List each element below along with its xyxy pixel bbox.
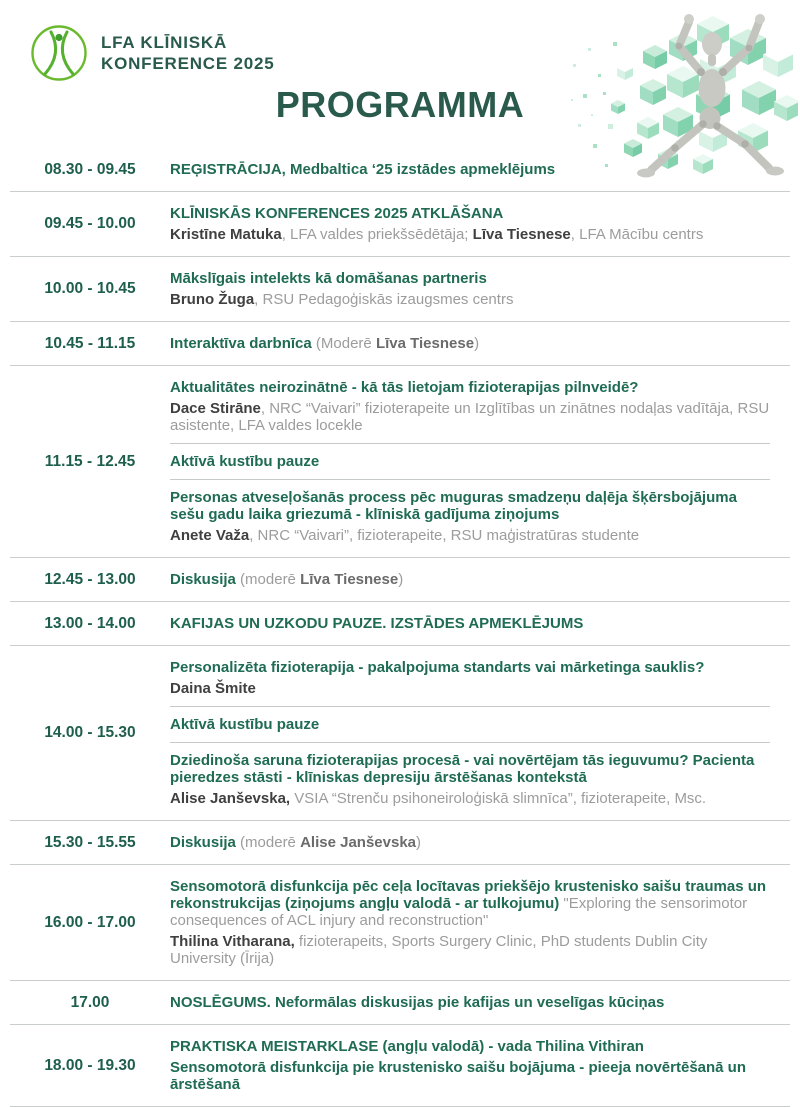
session-title-text: Sensomotorā disfunkcija pēc ceļa locītavas priekšējo krustenisko saišu traumas un rekonstrukcijas (ziņojums angļu valodā - ar tulkojumu)	[170, 878, 767, 912]
time-slot: 09.45 - 10.00	[44, 215, 136, 232]
session-text-line	[170, 752, 770, 786]
session-title-text: Aktīvā kustību pauze	[170, 716, 320, 733]
row-content	[170, 558, 790, 601]
brand-text	[101, 32, 275, 74]
session-text-line	[170, 1038, 770, 1055]
speaker-name: Līva Tiesnese	[472, 226, 571, 243]
speaker-details: (Moderē	[315, 335, 376, 352]
session-item	[170, 1029, 770, 1102]
brand-line1: LFA KLĪNISKĀ	[101, 33, 228, 52]
row-content	[170, 981, 790, 1024]
session-title-text: Diskusija	[170, 834, 241, 851]
session-text-line	[170, 615, 770, 632]
session-text-line	[170, 659, 770, 676]
session-text-line	[170, 527, 770, 544]
session-text-line	[170, 226, 770, 243]
session-text-line	[170, 453, 770, 470]
session-item	[170, 985, 770, 1020]
session-title-text: Dziedinoša saruna fizioterapijas procesā - vai novērtējam tās ieguvumu? Pacienta pieredzes stāsti - klīniskas depresiju ārstēšanas kontekstā	[170, 752, 755, 786]
session-item	[170, 706, 770, 742]
session-text-line	[170, 400, 770, 434]
session-title-text: Personalizēta fizioterapija - pakalpojuma standarts vai mārketinga sauklis?	[170, 659, 705, 676]
speaker-details: (moderē	[240, 571, 301, 588]
time-slot: 16.00 - 17.00	[44, 913, 136, 931]
session-item	[170, 261, 770, 317]
speaker-details: , NRC “Vaivari” fizioterapeite un Izglītības un zinātnes nodaļas vadītāja, RSU asistente, LFA valdes locekle	[170, 400, 770, 434]
moderator-name: Līva Tiesnese	[375, 335, 475, 352]
session-item	[170, 326, 770, 361]
session-title-text: Personas atveseļošanās process pēc muguras smadzeņu daļēja šķērsbojājuma sešu gadu laika griezumā - klīniskā gadījuma ziņojums	[170, 489, 737, 523]
speaker-details: VSIA “Strenču psihoneiroloģiskā slimnīca”, fizioterapeite, Msc.	[290, 790, 707, 807]
time-slot: 15.30 - 15.55	[44, 833, 136, 851]
schedule-row	[10, 981, 790, 1025]
session-item	[170, 869, 770, 976]
session-item	[170, 742, 770, 816]
session-text-line	[170, 270, 770, 287]
row-content	[170, 366, 790, 557]
time-slot: 13.00 - 14.00	[44, 614, 136, 632]
session-text-line	[170, 379, 770, 396]
time-slot: 10.45 - 11.15	[44, 334, 136, 352]
row-content	[170, 192, 790, 256]
speaker-name: Kristīne Matuka	[170, 226, 282, 243]
page-title: PROGRAMMA	[275, 84, 525, 125]
session-item	[170, 562, 770, 597]
session-title-text: REĢISTRĀCIJA, Medbaltica ‘25 izstādes apmeklējums	[170, 161, 556, 178]
speaker-details: , LFA Mācību centrs	[570, 226, 704, 243]
time-slot: 17.00	[70, 993, 110, 1011]
session-title-text: (angļu valodā) - vada Thilina Vithiran	[382, 1038, 644, 1055]
session-title-text: Sensomotorā disfunkcija pie krustenisko saišu bojājuma - pieeja novērtēšanā un ārstēšanā	[170, 1059, 747, 1093]
session-item	[170, 196, 770, 252]
row-content	[170, 821, 790, 864]
session-text-line	[170, 291, 770, 308]
time-slot: 12.45 - 13.00	[44, 570, 136, 588]
time-slot: 08.30 - 09.45	[44, 160, 136, 178]
speaker-name: Anete Važa	[170, 527, 250, 544]
time-slot: 11.15 - 12.45	[44, 452, 136, 470]
moderator-name: Alise Janševska	[300, 834, 416, 851]
speaker-details: "Exploring the sensorimotor consequences of ACL injury and reconstruction"	[170, 895, 748, 929]
schedule-row	[10, 602, 790, 646]
session-text-line	[170, 1059, 770, 1093]
row-content	[170, 257, 790, 321]
session-text-line	[170, 335, 770, 352]
speaker-details: (moderē	[240, 834, 301, 851]
speaker-details: , NRC “Vaivari”, fizioterapeite, RSU maģistratūras studente	[249, 527, 640, 544]
speaker-details: , RSU Pedagoģiskās izaugsmes centrs	[254, 291, 514, 308]
schedule-row	[10, 558, 790, 602]
speaker-details: )	[474, 335, 480, 352]
session-text-line	[170, 994, 770, 1011]
session-title-text: Aktualitātes neirozinātnē - kā tās lietojam fizioterapijas pilnveidē?	[170, 379, 639, 396]
speaker-details: )	[416, 834, 421, 851]
session-item	[170, 825, 770, 860]
session-title-text: PRAKTISKA MEISTARKLASE	[170, 1038, 383, 1055]
session-title-text: Interaktīva darbnīca	[170, 335, 316, 352]
time-slot: 10.00 - 10.45	[44, 280, 136, 297]
session-title-text: NOSLĒGUMS. Neformālas diskusijas pie kafijas un veselīgas kūciņas	[170, 994, 665, 1011]
schedule-row	[10, 257, 790, 322]
session-item	[170, 606, 770, 641]
row-content	[170, 322, 790, 365]
session-text-line	[170, 790, 770, 807]
session-item	[170, 443, 770, 479]
schedule-row	[10, 322, 790, 366]
session-text-line	[170, 680, 770, 697]
brand-line2: KONFERENCE 2025	[101, 54, 275, 73]
schedule-row	[10, 865, 790, 981]
session-title-text: KLĪNISKĀS KONFERENCES 2025 ATKLĀŠANA	[170, 205, 504, 222]
person-in-circle-icon	[30, 24, 88, 82]
session-item	[170, 479, 770, 553]
speaker-name: Thilina Vitharana,	[170, 933, 295, 950]
schedule-row	[10, 366, 790, 558]
schedule-row	[10, 646, 790, 821]
session-title-text: Diskusija	[170, 571, 241, 588]
session-title-text: Aktīvā kustību pauze	[170, 453, 320, 470]
speaker-details: )	[398, 571, 404, 588]
time-slot: 18.00 - 19.30	[44, 1056, 136, 1074]
session-text-line	[170, 933, 770, 967]
session-text-line	[170, 205, 770, 222]
session-text-line	[170, 489, 770, 523]
brand	[30, 24, 275, 82]
schedule-row	[10, 821, 790, 865]
session-text-line	[170, 878, 770, 929]
session-title-text: KAFIJAS UN UZKODU PAUZE. IZSTĀDES APMEKLĒJUMS	[170, 615, 584, 632]
speaker-details: , LFA valdes priekšsēdētāja;	[281, 226, 473, 243]
moderator-name: Līva Tiesnese	[300, 571, 399, 588]
speaker-name: Bruno Žuga	[170, 291, 255, 308]
speaker-details: fizioterapeits, Sports Surgery Clinic, PhD students Dublin City University (Īrija)	[170, 933, 708, 967]
speaker-name: Daina Šmite	[170, 680, 256, 697]
speaker-name: Dace Stirāne	[170, 400, 261, 417]
session-text-line	[170, 834, 770, 851]
row-content	[170, 646, 790, 820]
session-item	[170, 370, 770, 443]
mannequin-with-cubes-graphic	[563, 2, 798, 194]
row-content	[170, 1025, 790, 1106]
session-item	[170, 650, 770, 706]
session-text-line	[170, 716, 770, 733]
program-schedule	[10, 148, 790, 1107]
time-slot: 14.00 - 15.30	[44, 724, 136, 741]
session-text-line	[170, 571, 770, 588]
speaker-name: Alise Janševska,	[170, 790, 291, 807]
page-header	[0, 0, 800, 148]
schedule-row	[10, 192, 790, 257]
schedule-row	[10, 1025, 790, 1107]
row-content	[170, 602, 790, 645]
row-content	[170, 865, 790, 980]
session-title-text: Mākslīgais intelekts kā domāšanas partneris	[170, 270, 487, 287]
